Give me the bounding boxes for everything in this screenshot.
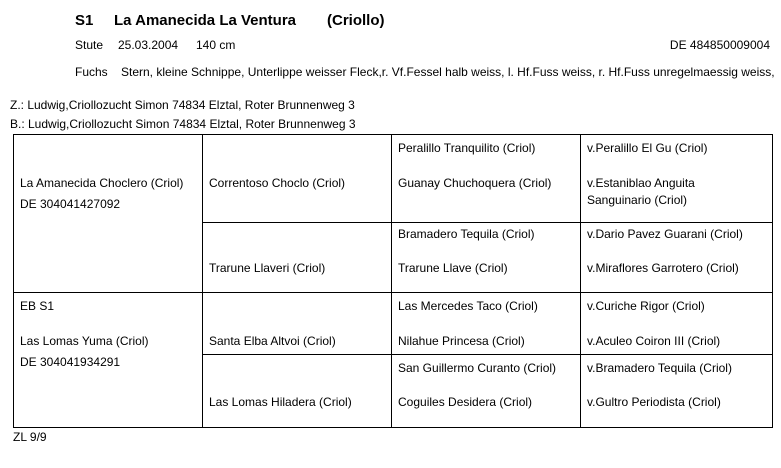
sire-dam: Trarune Llaveri (Criol) — [209, 261, 326, 275]
birthdate: 25.03.2004 — [118, 38, 179, 52]
ss-dam: Guanay Chuchoquera (Criol) — [398, 176, 552, 190]
dam-cell — [14, 293, 203, 428]
markings: Stern, kleine Schnippe, Unterlippe weisser Fleck,r. Vf.Fessel halb weiss, l. Hf.Fuss weiss, r. Hf.Fuss unregelmaessig weiss, — [121, 65, 775, 79]
sire-cell — [14, 135, 203, 293]
dam-sire: Santa Elba Altvoi (Criol) — [209, 334, 336, 348]
dam-dam-cell — [203, 355, 392, 428]
ss-sire: Peralillo Tranquilito (Criol) — [398, 141, 536, 155]
sire-sire: Correntoso Choclo (Criol) — [209, 176, 346, 190]
sdd: v.Miraflores Garrotero (Criol) — [587, 261, 739, 275]
sire-dam-cell — [203, 223, 392, 293]
sex: Stute — [75, 38, 104, 52]
sd-sire: Bramadero Tequila (Criol) — [398, 227, 535, 241]
footer-page-ref: ZL 9/9 — [13, 430, 47, 444]
sd-ancestors-cell — [581, 223, 773, 293]
color: Fuchs — [75, 65, 108, 79]
sire-sire-cell — [203, 135, 392, 223]
ssd: v.Estaniblao Anguita — [587, 176, 695, 190]
dd-sire: San Guillermo Curanto (Criol) — [398, 361, 557, 375]
ssd2: Sanguinario (Criol) — [587, 193, 688, 207]
registration-number: DE 484850009004 — [669, 38, 770, 52]
dd-cell — [392, 355, 581, 428]
ddd: v.Gultro Periodista (Criol) — [587, 395, 721, 409]
dsd: v.Aculeo Coiron III (Criol) — [587, 334, 721, 348]
description — [75, 64, 775, 81]
ds-dam: Nilahue Princesa (Criol) — [398, 334, 525, 348]
dss: v.Curiche Rigor (Criol) — [587, 299, 705, 313]
sds: v.Dario Pavez Guarani (Criol) — [587, 227, 743, 241]
dam-note: EB S1 — [20, 299, 55, 313]
ss-cell — [392, 135, 581, 223]
sire-reg: DE 304041427092 — [20, 197, 121, 211]
dam-name: Las Lomas Yuma (Criol) — [20, 334, 149, 348]
sire-name: La Amanecida Choclero (Criol) — [20, 176, 184, 190]
ds-sire: Las Mercedes Taco (Criol) — [398, 299, 538, 313]
sd-cell — [392, 223, 581, 293]
breed: (Criollo) — [327, 12, 385, 29]
ss-ancestors-cell — [581, 135, 773, 223]
dd-dam: Coguiles Desidera (Criol) — [398, 395, 533, 409]
ds-cell — [392, 293, 581, 355]
dd-ancestors-cell — [581, 355, 773, 428]
owner: B.: Ludwig,Criollozucht Simon 74834 Elztal, Roter Brunnenweg 3 — [10, 117, 356, 131]
height: 140 cm — [196, 38, 236, 52]
breeder: Z.: Ludwig,Criollozucht Simon 74834 Elztal, Roter Brunnenweg 3 — [10, 98, 355, 112]
sss: v.Peralillo El Gu (Criol) — [587, 141, 708, 155]
sd-dam: Trarune Llave (Criol) — [398, 261, 508, 275]
dam-dam: Las Lomas Hiladera (Criol) — [209, 395, 352, 409]
dds: v.Bramadero Tequila (Criol) — [587, 361, 732, 375]
pedigree-table — [13, 134, 773, 428]
header-id: S1 — [75, 12, 94, 29]
dam-sire-cell — [203, 293, 392, 355]
ds-ancestors-cell — [581, 293, 773, 355]
horse-name: La Amanecida La Ventura — [114, 12, 297, 29]
dam-reg: DE 304041934291 — [20, 355, 121, 369]
